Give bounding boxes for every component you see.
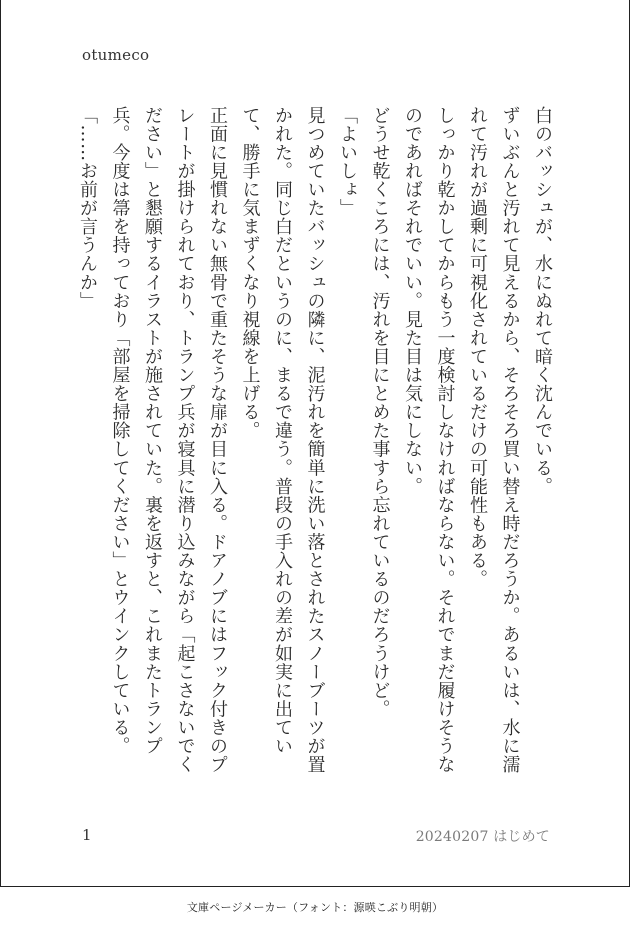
generator-credit: 文庫ページメーカー（フォント：源暎こぶり明朝）: [186, 901, 444, 914]
story-paragraph: 白のバッシュが、水にぬれて暗く沈んでいる。: [532, 106, 553, 496]
footer-note: 20240207 はじめて: [415, 829, 550, 845]
story-dialogue: 「よいしょ」: [337, 106, 358, 218]
story-paragraph: どうせ乾くころには、汚れを目にとめた事すら忘れているのだろうけど。: [369, 106, 391, 719]
story-paragraph: ずいぶんと汚れて見えるから、そろそろ買い替え時だろうか。あるいは、水に濡れて汚れが過剰に可視化されているだけの可能性もある。: [467, 106, 521, 774]
story-paragraph: 正面に見慣れない無骨で重たそうな扉が目に入る。ドアノブにはフック付きのプレートが掛けられており、トランプ兵が寝具に潜り込みながら「起こさないでください」と懇願するイラストが施されていた。裏を返すと、これまたトランプ兵。今度は箒を持っており「部屋を掃除してください」とウインクしている。: [109, 106, 228, 774]
story-body: [71, 106, 559, 786]
story-paragraph: 見つめていたバッシュの隣に、泥汚れを簡単に洗い落とされたスノーブーツが置かれた。同じ白だというのに、まるで違う。普段の手入れの差が如実に出ていて、勝手に気まずくなり視線を上げる。: [239, 106, 326, 774]
story-paragraph: しっかり乾かしてからもう一度検討しなければならない。それでまだ履けそうなのであればそれでいい。見た目は気にしない。: [402, 106, 456, 774]
story-dialogue: 「……お前が言うんか」: [77, 106, 98, 311]
author-name: otumeco: [82, 46, 150, 64]
page-number: 1: [82, 826, 92, 844]
